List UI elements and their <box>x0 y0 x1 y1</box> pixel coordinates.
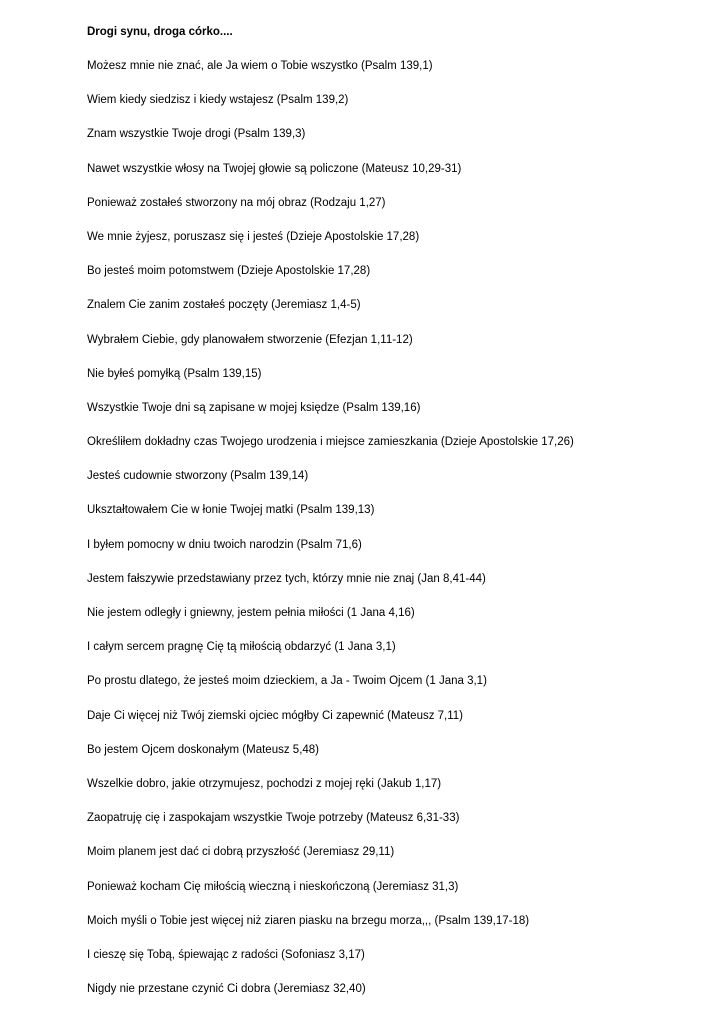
document-title: Drogi synu, droga córko.... <box>87 26 233 38</box>
verse-line: Nawet wszystkie włosy na Twojej głowie są policzone (Mateusz 10,29-31) <box>87 162 462 175</box>
verse-line: Wybrałem Ciebie, gdy planowałem stworzenie (Efezjan 1,11-12) <box>87 333 413 346</box>
verse-line: I całym sercem pragnę Cię tą miłością obdarzyć (1 Jana 3,1) <box>87 641 396 654</box>
verse-line: I cieszę się Tobą, śpiewając z radości (Sofoniasz 3,17) <box>87 948 365 961</box>
verse-line: Nie jestem odległy i gniewny, jestem pełnia miłości (1 Jana 4,16) <box>87 607 415 619</box>
verse-line: Jesteś cudownie stworzony (Psalm 139,14) <box>87 470 309 483</box>
verse-line: Ponieważ zostałeś stworzony na mój obraz (Rodzaju 1,27) <box>87 196 386 209</box>
verse-line: Znam wszystkie Twoje drogi (Psalm 139,3) <box>87 128 306 141</box>
verse-line: Możesz mnie nie znać, ale Ja wiem o Tobie wszystko (Psalm 139,1) <box>87 60 433 72</box>
verse-line: Ponieważ kocham Cię miłością wieczną i nieskończoną (Jeremiasz 31,3) <box>87 880 459 893</box>
verse-line: Bo jesteś moim potomstwem (Dzieje Apostolskie 17,28) <box>87 265 371 278</box>
verse-line: Daje Ci więcej niż Twój ziemski ojciec mógłby Ci zapewnić (Mateusz 7,11) <box>87 709 464 722</box>
verse-line: Określiłem dokładny czas Twojego urodzenia i miejsce zamieszkania (Dzieje Apostolskie 17,26) <box>87 436 574 449</box>
verse-line: Bo jestem Ojcem doskonałym (Mateusz 5,48) <box>87 743 320 756</box>
verse-line: Zaopatruję cię i zaspokajam wszystkie Twoje potrzeby (Mateusz 6,31-33) <box>87 812 460 825</box>
verse-line: I byłem pomocny w dniu twoich narodzin (Psalm 71,6) <box>87 538 362 551</box>
verse-line: We mnie żyjesz, poruszasz się i jesteś (Dzieje Apostolskie 17,28) <box>87 230 420 243</box>
verse-list <box>87 58 574 1015</box>
verse-line: Ukształtowałem Cie w łonie Twojej matki (Psalm 139,13) <box>87 504 375 517</box>
verse-line: Nigdy nie przestane czynić Ci dobra (Jeremiasz 32,40) <box>87 983 366 996</box>
verse-line: Jestem fałszywie przedstawiany przez tych, którzy mnie nie znaj (Jan 8,41-44) <box>87 572 486 585</box>
verse-line: Nie byłeś pomyłką (Psalm 139,15) <box>87 367 262 380</box>
verse-line: Moich myśli o Tobie jest więcej niż ziaren piasku na brzegu morza,,, (Psalm 139,17-18) <box>87 914 530 927</box>
verse-line: Wszelkie dobro, jakie otrzymujesz, pochodzi z mojej ręki (Jakub 1,17) <box>87 777 442 790</box>
verse-line: Wiem kiedy siedzisz i kiedy wstajesz (Psalm 139,2) <box>87 94 349 107</box>
verse-line: Znalem Cie zanim zostałeś poczęty (Jeremiasz 1,4-5) <box>87 299 361 312</box>
verse-line: Po prostu dlatego, że jesteś moim dzieckiem, a Ja - Twoim Ojcem (1 Jana 3,1) <box>87 675 487 688</box>
verse-line: Wszystkie Twoje dni są zapisane w mojej księdze (Psalm 139,16) <box>87 401 421 414</box>
verse-line: Moim planem jest dać ci dobrą przyszłość (Jeremiasz 29,11) <box>87 846 395 859</box>
